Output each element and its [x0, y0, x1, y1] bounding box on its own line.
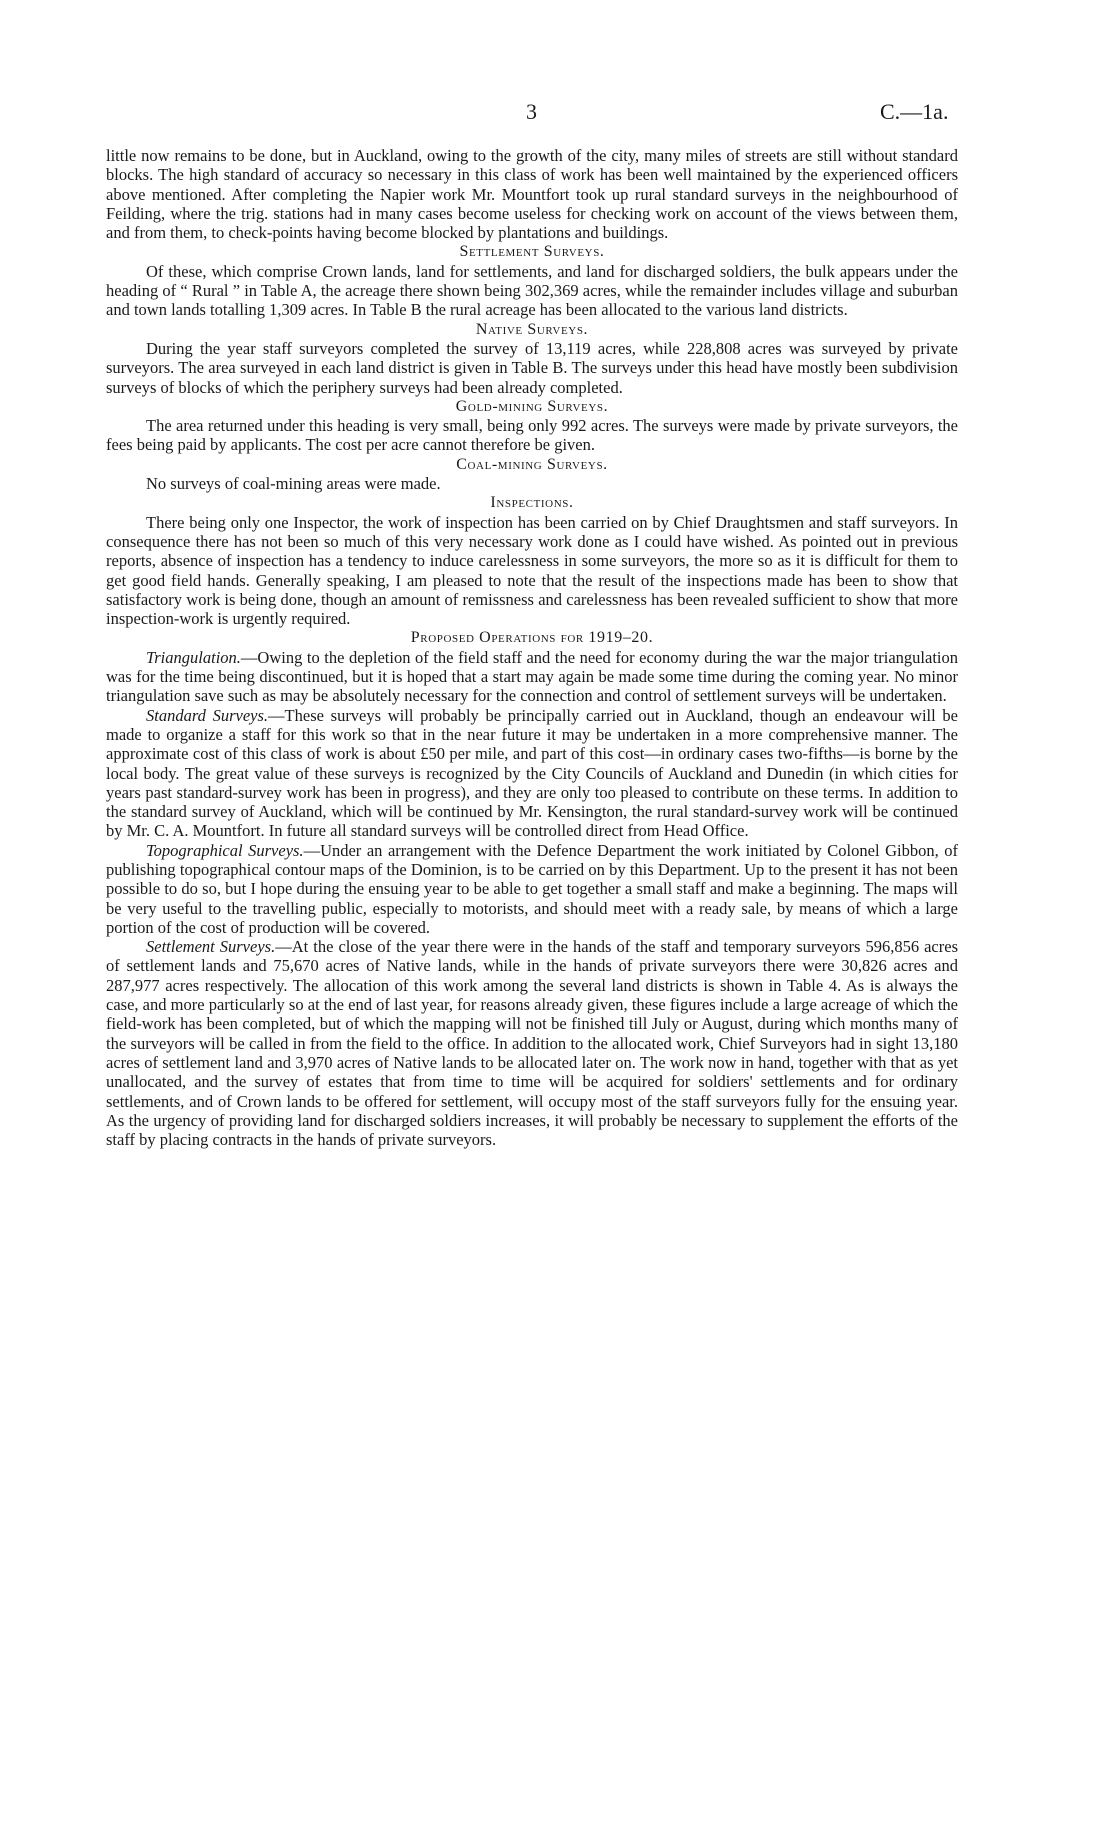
triangulation-paragraph — [106, 648, 958, 706]
section-heading-inspections: Inspections. — [490, 494, 574, 512]
inspections-paragraph: There being only one Inspector, the work of inspection has been carried on by Chief Draughtsmen and staff surveyors. In consequence there has not been so much of this very necessary work done as I could have wished. As pointed out in previous reports, absence of inspection has a tendency to induce carelessness in some surveyors, the more so as it is difficult for them to get good field hands. Generally speaking, I am pleased to note that the result of the inspections made has been to show that satisfactory work is being done, though an amount of remissness and carelessness has been revealed sufficient to show that more inspection-work is urgently required. — [106, 512, 958, 629]
topographical-surveys-paragraph — [106, 841, 958, 937]
document-code: C.—1a. — [880, 99, 949, 124]
standard-surveys-label: Standard Surveys. — [146, 705, 269, 725]
document-body — [106, 146, 958, 1149]
page-number: 3 — [526, 99, 537, 124]
gold-mining-surveys-paragraph: The area returned under this heading is very small, being only 992 acres. The surveys were made by private surveyors, the fees being paid by applicants. The cost per acre cannot therefore be given. — [106, 416, 958, 455]
section-heading-native-surveys: Native Surveys. — [475, 320, 589, 338]
triangulation-label: Triangulation. — [146, 647, 241, 667]
proposed-settlement-surveys-label: Settlement Surveys. — [146, 937, 276, 957]
standard-surveys-paragraph — [106, 706, 958, 841]
coal-mining-surveys-paragraph: No surveys of coal-mining areas were made. — [146, 474, 441, 494]
settlement-surveys-paragraph: Of these, which comprise Crown lands, land for settlements, and land for discharged soldiers, the bulk appears under the heading of “ Rural ” in Table A, the acreage there shown being 302,369 acres, while the remainder includes village and suburban and town lands totalling 1,309 acres. In Table B the rural acreage has been allocated to the various land districts. — [106, 261, 958, 320]
topographical-surveys-label: Topographical Surveys. — [146, 840, 304, 860]
section-heading-gold-mining-surveys: Gold-mining Surveys. — [455, 397, 609, 415]
topographical-surveys-text: —Under an arrangement with the Defence Department the work initiated by Colonel Gibbon, of publishing topographical contour maps of the Dominion, is to be carried on by this Department. Up to the present it has not been possible to do so, but I hope during the ensuing year to be able to get together a small staff and make a beginning. The maps will be very useful to the travelling public, especially to motorists, and should meet with a ready sale, by means of which a large portion of the cost of production will be covered. — [106, 840, 958, 937]
standard-surveys-text: —These surveys will probably be principally carried out in Auckland, though an endeavour will be made to organize a staff for this work so that in the near future it may be undertaken in a more comprehensive manner. The approximate cost of this class of work is about £50 per mile, and part of this cost—in ordinary cases two-fifths—is borne by the local body. The great value of these surveys is recognized by the City Councils of Auckland and Dunedin (in which cities for years past standard-survey work has been in progress), and they are only too pleased to contribute on these terms. In addition to the standard survey of Auckland, which will be continued by Mr. Kensington, the rural standard-survey work will be continued by Mr. C. A. Mountfort. In future all standard surveys will be controlled direct from Head Office. — [106, 705, 958, 841]
triangulation-text: —Owing to the depletion of the field staff and the need for economy during the war the major triangulation was for the time being discontinued, but it is hoped that a start may again be made some time during the coming year. No minor triangulation save such as may be absolutely necessary for the connection and control of settlement surveys will be undertaken. — [106, 647, 958, 706]
native-surveys-paragraph: During the year staff surveyors completed the survey of 13,119 acres, while 228,808 acres was surveyed by private surveyors. The area surveyed in each land district is given in Table B. The surveys under this head have mostly been subdivision surveys of blocks of which the periphery surveys had been already completed. — [106, 338, 958, 397]
proposed-settlement-surveys-paragraph — [106, 937, 958, 1149]
section-heading-settlement-surveys: Settlement Surveys. — [459, 243, 605, 261]
section-heading-coal-mining-surveys: Coal-mining Surveys. — [456, 455, 608, 473]
section-heading-proposed-operations: Proposed Operations for 1919–20. — [410, 629, 654, 647]
proposed-settlement-surveys-text: —At the close of the year there were in the hands of the staff and temporary surveyors 596,856 acres of settlement lands and 75,670 acres of Native lands, while in the hands of private surveyors there were 30,826 acres and 287,977 acres respectively. The allocation of this work among the several land districts is shown in Table 4. As is always the case, and more particularly so at the end of last year, for reasons already given, these figures include a large acreage of which the field-work has been completed, but of which the mapping will not be finished till July or August, during which months many of the surveyors will be called in from the field to the office. In addition to the allocated work, Chief Surveyors had in sight 13,180 acres of settlement land and 3,970 acres of Native lands to be allocated later on. The work now in hand, together with that as yet unallocated, and the survey of estates that from time to time will be acquired for soldiers' settlements and for ordinary settlements, and of Crown lands to be offered for settlement, will occupy most of the staff surveyors fully for the ensuing year. As the urgency of providing land for discharged soldiers increases, it will probably be necessary to supplement the efforts of the staff by placing contracts in the hands of private surveyors. — [106, 937, 958, 1150]
intro-paragraph: little now remains to be done, but in Auckland, owing to the growth of the city, many miles of streets are still without standard blocks. The high standard of accuracy so necessary in this class of work has been well maintained by the experienced officers above mentioned. After completing the Napier work Mr. Mountfort took up rural standard surveys in the neighbourhood of Feilding, where the trig. stations had in many cases become useless for checking work on account of the views between them, and from them, to check-points having become blocked by plantations and buildings. — [106, 146, 958, 243]
